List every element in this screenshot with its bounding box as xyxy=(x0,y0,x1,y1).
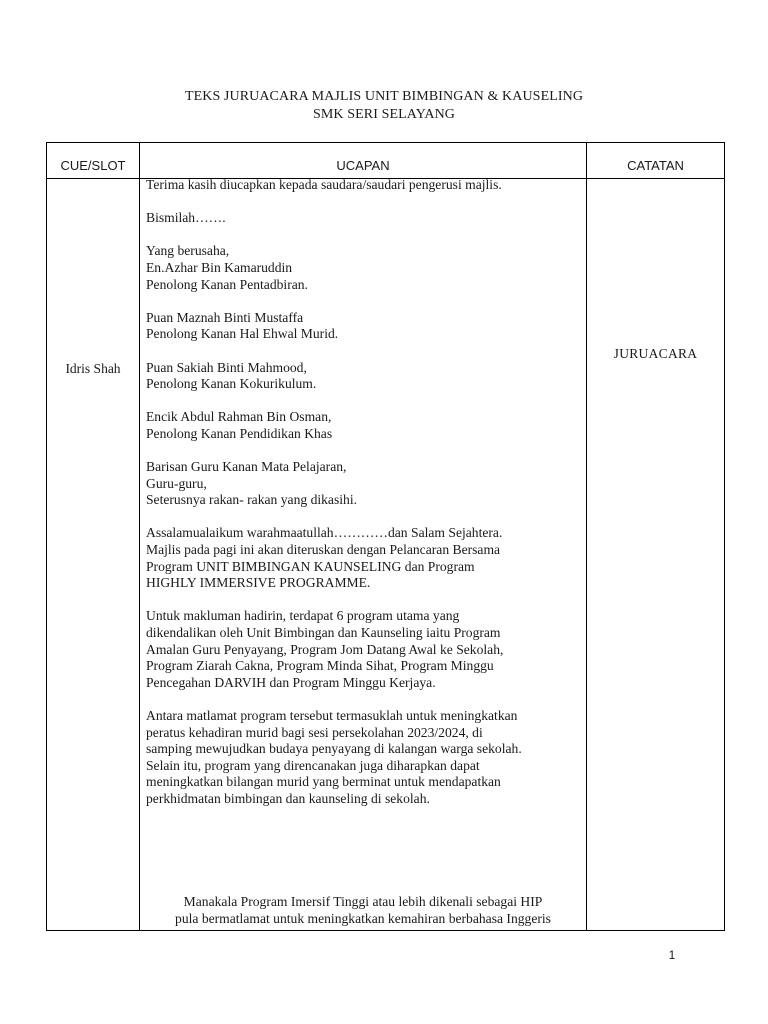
speech-line: Penolong Kanan Pendidikan Khas xyxy=(146,425,333,441)
speech-line: Amalan Guru Penyayang, Program Jom Datang Awal ke Sekolah, xyxy=(146,641,504,657)
school-name: SMK SERI SELAYANG xyxy=(313,107,455,122)
speech-paragraph xyxy=(146,525,582,591)
column-divider xyxy=(586,143,587,930)
speech-line: Barisan Guru Kanan Mata Pelajaran, xyxy=(146,459,347,475)
speech-line: perkhidmatan bimbingan dan kaunseling di sekolah. xyxy=(146,790,430,806)
speech-line: dikendalikan oleh Unit Bimbingan dan Kaunseling iaitu Program xyxy=(146,625,501,641)
speech-line: Encik Abdul Rahman Bin Osman, xyxy=(146,409,332,425)
speech-line: Guru-guru, xyxy=(146,475,207,491)
speech-line: Manakala Program Imersif Tinggi atau lebih dikenali sebagai HIP xyxy=(183,894,543,909)
speech-line: HIGHLY IMMERSIVE PROGRAMME. xyxy=(146,575,371,591)
speech-paragraph xyxy=(146,608,582,691)
speech-line: Pencegahan DARVIH dan Program Minggu Kerjaya. xyxy=(146,674,436,690)
speech-line: Program UNIT BIMBINGAN KAUNSELING dan Program xyxy=(146,558,475,574)
speech-line: samping mewujudkan budaya penyayang di kalangan warga sekolah. xyxy=(146,741,522,757)
speech-paragraph xyxy=(146,177,582,194)
speech-line: Puan Maznah Binti Mustaffa xyxy=(146,309,304,325)
header-catatan: CATATAN xyxy=(627,158,684,173)
cue-cell: Idris Shah xyxy=(65,361,121,376)
speech-line: Majlis pada pagi ini akan diteruskan dengan Pelancaran Bersama xyxy=(146,542,501,558)
speech-paragraph xyxy=(146,459,582,509)
speech-line: Selain itu, program yang direncanakan juga diharapkan dapat xyxy=(146,757,480,773)
speech-line: En.Azhar Bin Kamaruddin xyxy=(146,259,293,275)
header-ucapan: UCAPAN xyxy=(336,158,390,173)
speech-paragraph xyxy=(146,708,582,808)
speech-paragraph xyxy=(146,409,582,442)
speech-line: Puan Sakiah Binti Mahmood, xyxy=(146,359,307,375)
speech-closing-paragraph xyxy=(140,893,586,927)
speech-line: Assalamualaikum warahmaatullah…………dan Salam Sejahtera. xyxy=(146,525,503,541)
speech-line: Yang berusaha, xyxy=(146,243,230,259)
speech-line: Bismilah……. xyxy=(146,210,226,226)
speech-line: Terima kasih diucapkan kepada saudara/saudari pengerusi majlis. xyxy=(146,177,502,192)
speech-line: peratus kehadiran murid bagi sesi persekolahan 2023/2024, di xyxy=(146,724,483,740)
speech-line: Antara matlamat program tersebut termasuklah untuk meningkatkan xyxy=(146,708,518,723)
speech-line: pula bermatlamat untuk meningkatkan kemahiran berbahasa Inggeris xyxy=(175,911,551,926)
speech-paragraph xyxy=(146,360,582,393)
speech-text xyxy=(146,177,582,824)
header-cue-slot: CUE/SLOT xyxy=(60,158,126,173)
speech-paragraph xyxy=(146,210,582,227)
column-divider xyxy=(139,143,140,930)
speech-line: Seterusnya rakan- rakan yang dikasihi. xyxy=(146,492,358,508)
page-number: 1 xyxy=(668,948,676,962)
speech-line: meningkatkan bilangan murid yang berminat untuk mendapatkan xyxy=(146,774,501,790)
catatan-cell: JURUACARA xyxy=(613,346,698,361)
speech-line: Penolong Kanan Kokurikulum. xyxy=(146,376,317,392)
speech-line: Penolong Kanan Pentadbiran. xyxy=(146,276,308,292)
speech-line: Penolong Kanan Hal Ehwal Murid. xyxy=(146,326,339,342)
speech-paragraph xyxy=(146,310,582,343)
document-title: TEKS JURUACARA MAJLIS UNIT BIMBINGAN & KAUSELING xyxy=(184,89,584,104)
speech-paragraph xyxy=(146,243,582,293)
speech-line: Untuk makluman hadirin, terdapat 6 program utama yang xyxy=(146,608,460,624)
speech-line: Program Ziarah Cakna, Program Minda Sihat, Program Minggu xyxy=(146,658,494,674)
script-table xyxy=(46,142,725,931)
